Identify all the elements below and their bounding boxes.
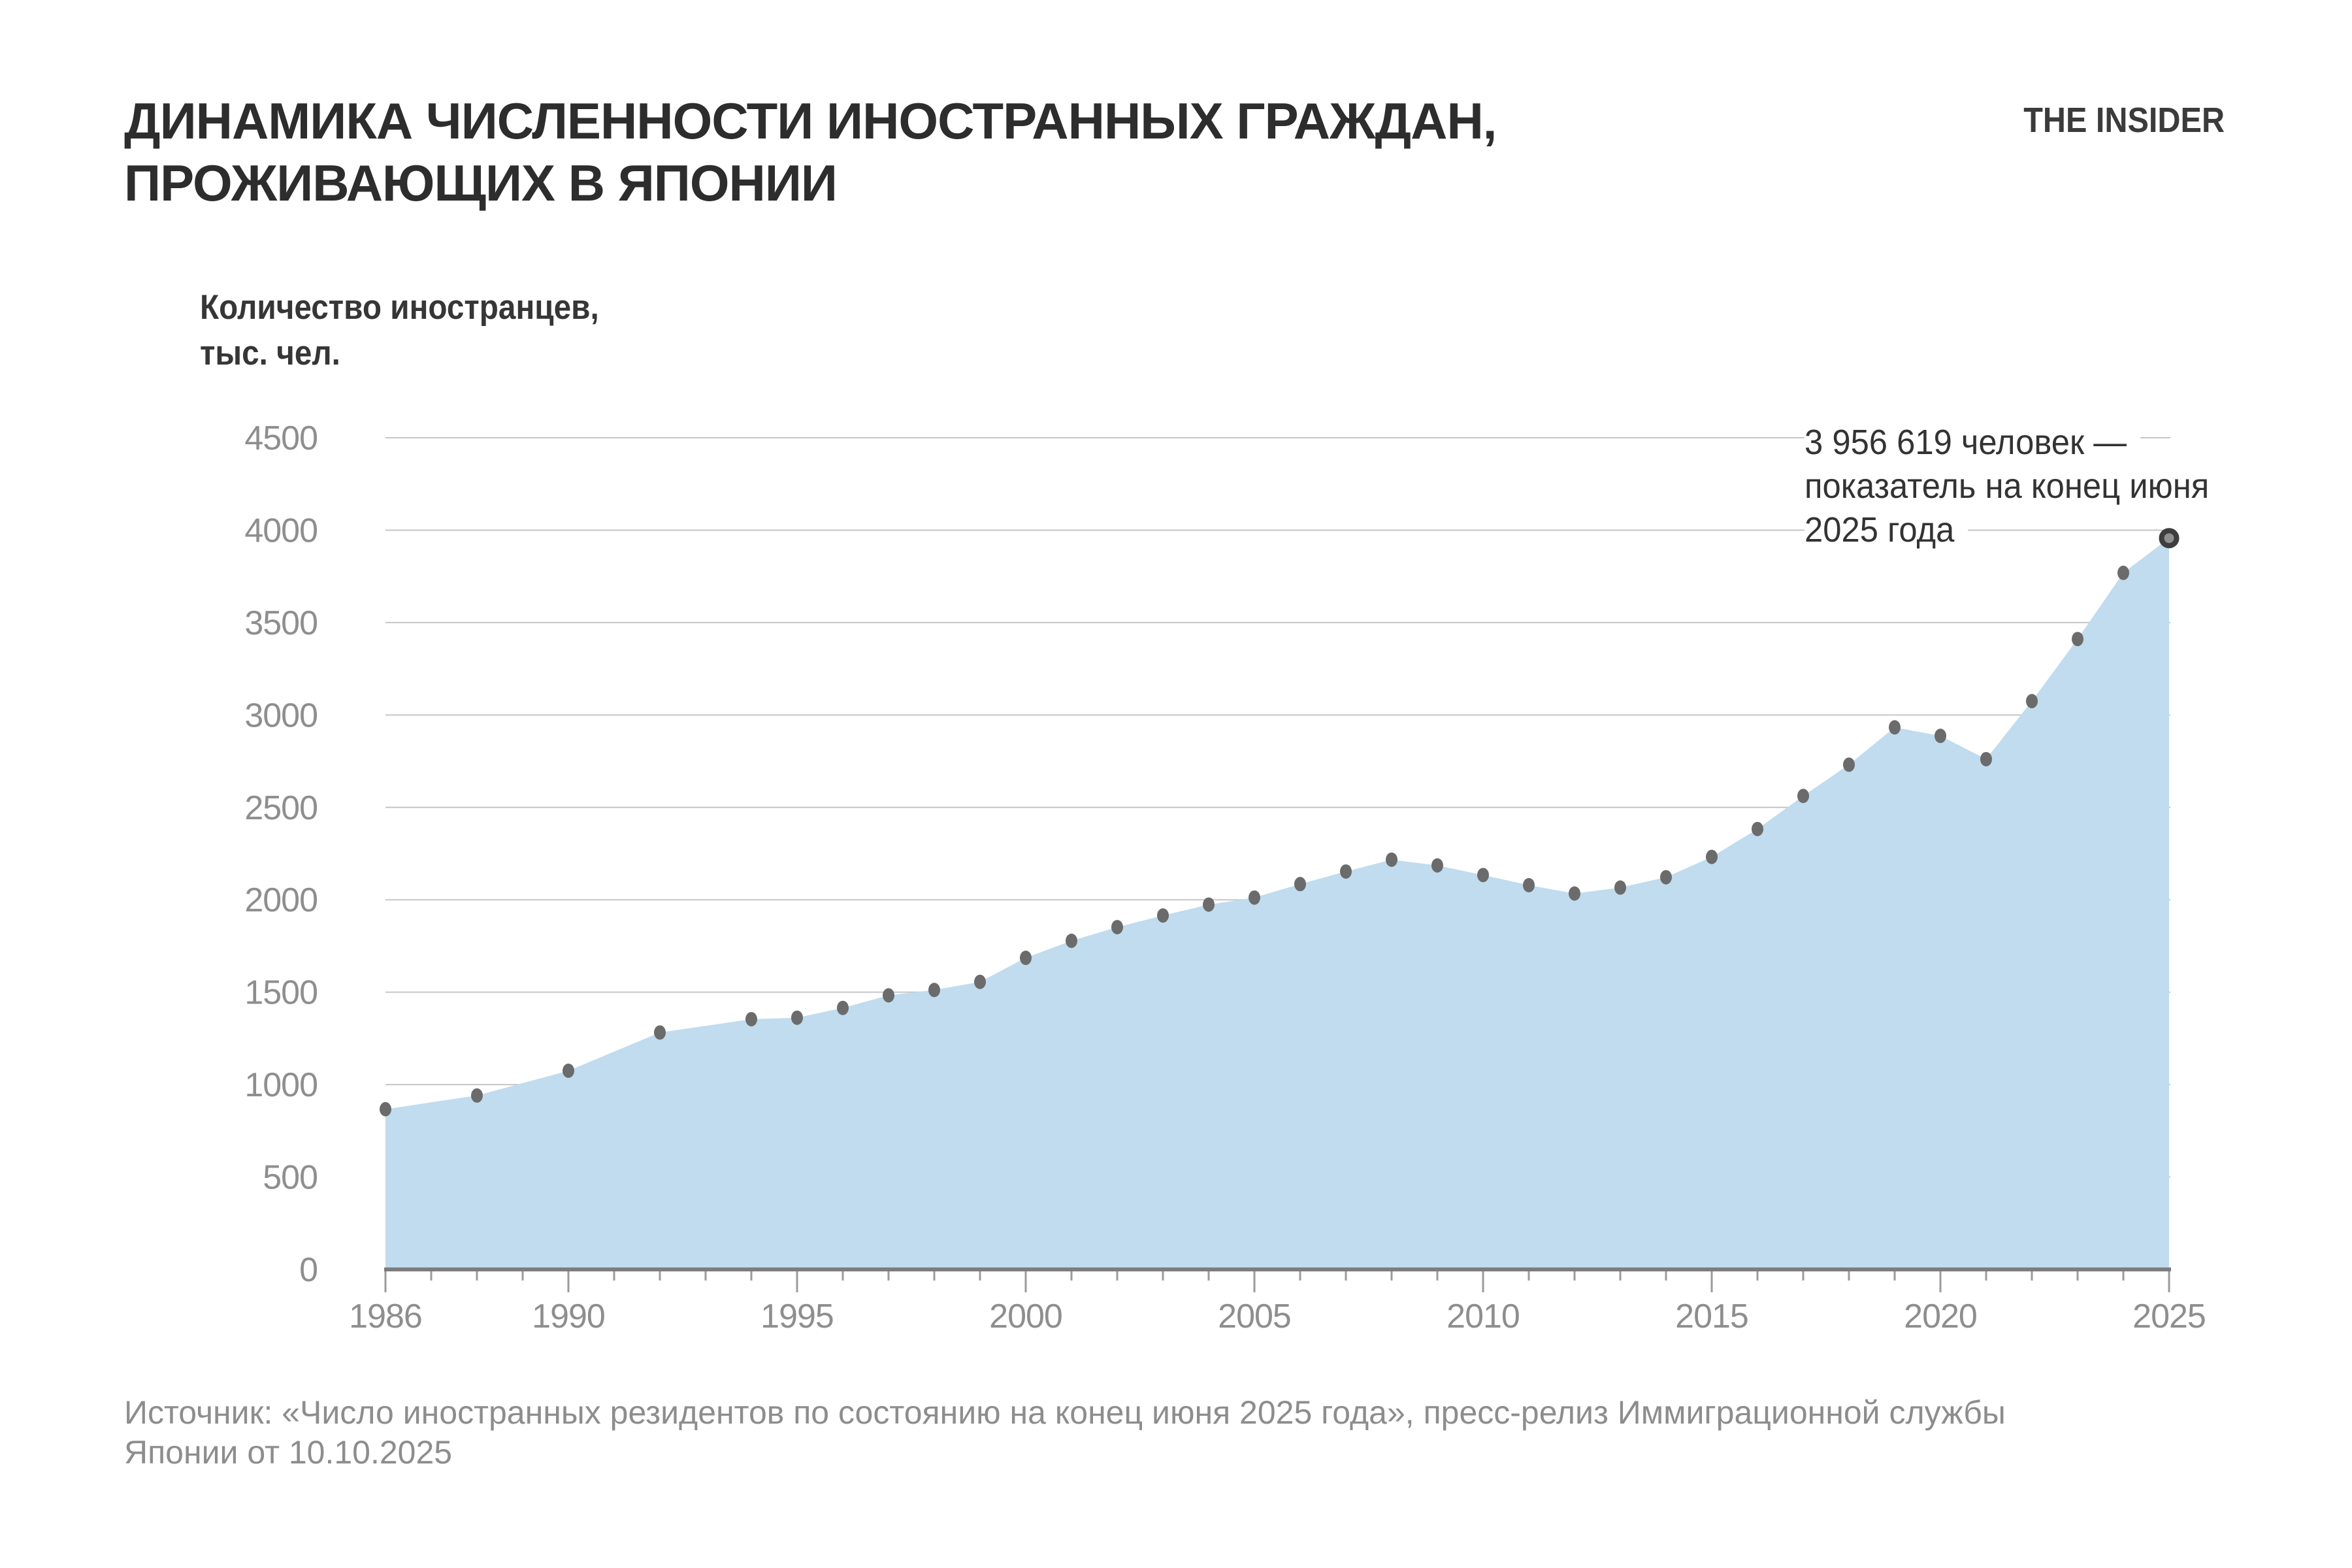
data-dot-2007 xyxy=(1340,864,1352,879)
x-tick-label-2020: 2020 xyxy=(1904,1298,1977,1335)
data-dot-2021 xyxy=(1980,752,1992,766)
data-dot-2016 xyxy=(1752,822,1763,836)
data-dot-2012 xyxy=(1569,887,1580,901)
data-dot-1992 xyxy=(654,1025,666,1039)
brand-logo: THE INSIDER xyxy=(2023,101,2225,140)
data-dot-1994 xyxy=(745,1012,757,1026)
data-dot-1988 xyxy=(471,1088,483,1103)
data-dot-2013 xyxy=(1614,881,1626,895)
source-note-line2: Японии от 10.10.2025 xyxy=(124,1434,453,1471)
y-tick-label-2500: 2500 xyxy=(244,789,318,827)
data-dot-2014 xyxy=(1660,870,1672,885)
source-note-line1: Источник: «Число иностранных резидентов по состоянию на конец июня 2025 года», пресс-релиз Иммиграционной службы xyxy=(124,1394,2006,1431)
y-tick-label-1000: 1000 xyxy=(244,1066,318,1105)
x-tick-label-2025: 2025 xyxy=(2132,1298,2206,1335)
data-dot-1990 xyxy=(563,1064,574,1078)
data-dot-2004 xyxy=(1203,898,1215,912)
y-tick-label-1500: 1500 xyxy=(244,973,318,1012)
y-tick-label-3000: 3000 xyxy=(244,696,318,735)
data-dot-2005 xyxy=(1249,890,1260,905)
data-dot-2002 xyxy=(1111,920,1123,934)
x-tick-label-2000: 2000 xyxy=(989,1298,1062,1335)
data-dot-2003 xyxy=(1157,908,1169,923)
data-dot-2011 xyxy=(1523,878,1535,892)
annotation-line2: показатель на конец июня xyxy=(1805,465,2223,507)
data-dot-2023 xyxy=(2072,632,2083,646)
x-tick-label-1995: 1995 xyxy=(760,1298,834,1335)
data-dot-1997 xyxy=(883,988,894,1002)
page-title-line1: ДИНАМИКА ЧИСЛЕННОСТИ ИНОСТРАННЫХ ГРАЖДАН, xyxy=(124,92,1497,150)
data-dot-1995 xyxy=(791,1011,803,1025)
data-dot-2009 xyxy=(1431,858,1443,873)
data-dot-2018 xyxy=(1843,757,1855,772)
data-annotation xyxy=(1805,421,2223,552)
x-tick-label-2010: 2010 xyxy=(1446,1298,1520,1335)
data-dot-1998 xyxy=(928,983,940,997)
annotation-line3: 2025 года xyxy=(1805,509,1968,551)
data-dot-2010 xyxy=(1477,868,1489,882)
area-fill xyxy=(385,538,2169,1269)
data-dot-2015 xyxy=(1706,850,1718,864)
annotation-line1: 3 956 619 человек — xyxy=(1805,421,2140,463)
y-tick-label-2000: 2000 xyxy=(244,881,318,920)
data-dot-2019 xyxy=(1889,720,1901,734)
page-title-line2: ПРОЖИВАЮЩИХ В ЯПОНИИ xyxy=(124,154,837,212)
data-dot-1999 xyxy=(974,975,986,989)
y-tick-label-4000: 4000 xyxy=(244,512,318,550)
data-dot-2006 xyxy=(1294,877,1306,891)
x-tick-label-1990: 1990 xyxy=(532,1298,605,1335)
data-dot-2020 xyxy=(1935,728,1946,743)
data-dot-2017 xyxy=(1797,789,1809,803)
y-axis-title xyxy=(200,285,599,376)
source-note xyxy=(124,1393,2006,1473)
y-axis-title-line1: Количество иностранцев, xyxy=(200,288,599,327)
y-tick-label-500: 500 xyxy=(263,1158,318,1197)
data-dot-2008 xyxy=(1386,853,1397,867)
data-dot-2022 xyxy=(2026,694,2038,708)
x-tick-label-2015: 2015 xyxy=(1675,1298,1748,1335)
y-tick-label-4500: 4500 xyxy=(244,419,318,457)
data-dot-2024 xyxy=(2117,566,2129,580)
data-dot-1996 xyxy=(837,1001,849,1015)
data-dot-2001 xyxy=(1066,934,1077,948)
x-tick-label-2005: 2005 xyxy=(1218,1298,1291,1335)
data-dot-1986 xyxy=(380,1102,391,1117)
y-tick-label-0: 0 xyxy=(299,1251,318,1289)
page-title xyxy=(124,90,1496,214)
data-dot-2000 xyxy=(1020,951,1032,965)
y-tick-label-3500: 3500 xyxy=(244,604,318,642)
y-axis-title-line2: тыс. чел. xyxy=(200,334,340,372)
x-tick-label-1986: 1986 xyxy=(349,1298,422,1335)
